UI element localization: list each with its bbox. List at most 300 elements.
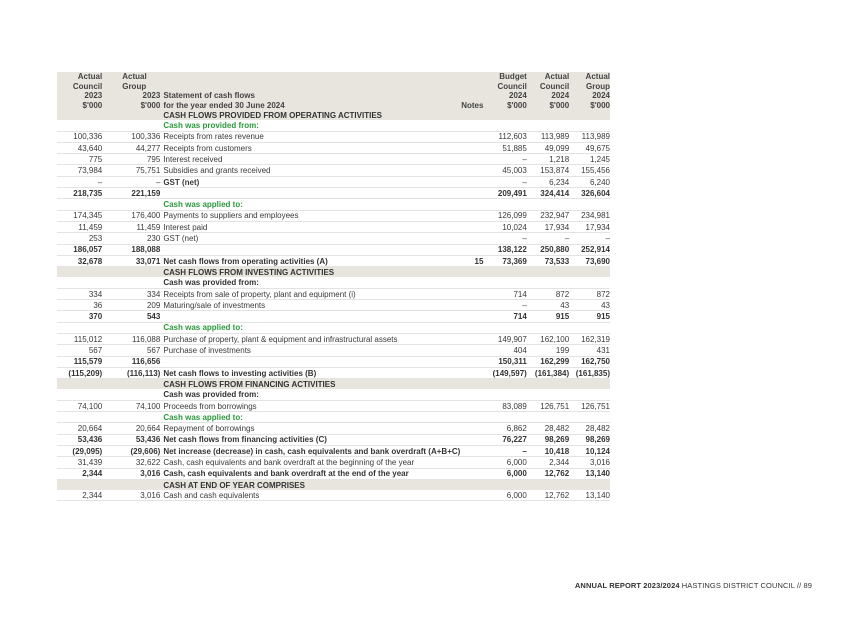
cell-actual-group-2023: 221,159 [102,188,160,199]
header-label: Council [539,81,570,91]
table-row [57,445,610,456]
cell-empty [569,277,610,288]
cell-empty [527,267,569,278]
statement-title: Statement of cash flows [163,91,255,100]
header-label: Budget [499,72,527,81]
cell-actual-council-2023: 2,344 [57,468,102,479]
section-header-row [57,267,610,278]
section-header-row [57,379,610,390]
cell-empty [460,379,483,390]
header-actual-council-2023 [57,72,102,110]
cell-budget-council-2024: 6,000 [483,490,526,501]
header-label: Actual [122,72,147,81]
header-label: $'000 [507,100,527,110]
table-row [57,400,610,411]
cell-empty [102,120,160,131]
cell-notes [460,221,483,232]
table-row [57,345,610,356]
table-row [57,154,610,165]
row-label: Net cash flows to investing activities (B) [160,367,460,378]
subheading-label: Cash was provided from: [160,120,460,131]
cell-actual-group-2024: 43 [569,300,610,311]
cell-actual-council-2024: 49,099 [527,142,569,153]
cell-actual-group-2023: 116,088 [102,333,160,344]
row-label: Cash, cash equivalents and bank overdraft at the end of the year [160,468,460,479]
cell-actual-council-2023: (115,209) [57,367,102,378]
cell-empty [460,110,483,120]
row-label: Net cash flows from operating activities (A) [160,255,460,266]
cell-notes [460,468,483,479]
cell-actual-group-2023: 3,016 [102,490,160,501]
cell-actual-group-2023: 209 [102,300,160,311]
cell-empty [483,120,526,131]
table-row [57,131,610,142]
cell-actual-council-2023: 53,436 [57,434,102,445]
cell-actual-group-2024: 162,319 [569,333,610,344]
cell-actual-council-2023: 36 [57,300,102,311]
cell-empty [569,199,610,210]
subheading-row [57,277,610,288]
row-label: Receipts from customers [160,142,460,153]
header-label: $'000 [82,100,103,110]
cell-empty [483,389,526,400]
subheading-row [57,412,610,423]
cell-empty [527,110,569,120]
cell-notes [460,188,483,199]
cell-actual-group-2023: 44,277 [102,142,160,153]
subheading-label: Cash was applied to: [160,199,460,210]
table-row [57,356,610,367]
table-row [57,423,610,434]
cell-actual-group-2023: 230 [102,233,160,244]
header-label: $'000 [590,100,610,110]
cell-actual-council-2023: 73,984 [57,165,102,176]
table-row [57,490,610,501]
subheading-label: Cash was provided from: [160,277,460,288]
cell-notes [460,131,483,142]
header-notes: Notes [460,72,483,110]
header-label: 2023 [84,91,103,100]
cell-actual-council-2024: 73,533 [527,255,569,266]
section-title: CASH AT END OF YEAR COMPRISES [160,479,460,490]
cell-actual-council-2024: 153,874 [527,165,569,176]
cell-actual-council-2024: 324,414 [527,188,569,199]
row-label: Cash, cash equivalents and bank overdraft at the beginning of the year [160,457,460,468]
row-label: GST (net) [160,176,460,187]
cell-actual-group-2023: 116,656 [102,356,160,367]
cell-empty [460,479,483,490]
header-statement-title [160,72,460,110]
cell-actual-council-2024: 915 [527,311,569,322]
section-title: CASH FLOWS PROVIDED FROM OPERATING ACTIVITIES [160,110,460,120]
table-row [57,233,610,244]
cell-empty [460,412,483,423]
row-label: Cash and cash equivalents [160,490,460,501]
cell-actual-group-2024: 13,140 [569,468,610,479]
cell-empty [102,479,160,490]
cell-budget-council-2024: 76,227 [483,434,526,445]
row-label [160,356,460,367]
cell-empty [569,267,610,278]
table-row [57,333,610,344]
cell-empty [57,389,102,400]
cell-notes [460,210,483,221]
cell-actual-group-2024: 234,981 [569,210,610,221]
section-title: CASH FLOWS FROM INVESTING ACTIVITIES [160,267,460,278]
cell-budget-council-2024: (149,597) [483,367,526,378]
cell-empty [102,110,160,120]
table-row [57,142,610,153]
cell-budget-council-2024: 45,003 [483,165,526,176]
cell-notes [460,288,483,299]
cell-actual-council-2023: 775 [57,154,102,165]
cell-actual-council-2024: 43 [527,300,569,311]
cell-empty [57,199,102,210]
table-row [57,210,610,221]
footer-report-title: ANNUAL REPORT 2023/2024 [574,581,680,590]
row-label: Interest paid [160,221,460,232]
cell-empty [57,379,102,390]
row-label: Purchase of investments [160,345,460,356]
cell-budget-council-2024: 714 [483,311,526,322]
table-header [57,72,610,110]
row-label [160,188,460,199]
cell-budget-council-2024: 404 [483,345,526,356]
cell-actual-group-2024: 126,751 [569,400,610,411]
header-label: Group [586,81,610,91]
cell-actual-group-2024: 13,140 [569,490,610,501]
subheading-row [57,389,610,400]
cell-actual-group-2023: (116,113) [102,367,160,378]
cell-actual-group-2024: 6,240 [569,176,610,187]
cell-budget-council-2024: – [483,300,526,311]
cell-budget-council-2024: 209,491 [483,188,526,199]
header-budget-council-2024 [483,72,526,110]
cell-empty [102,199,160,210]
cell-actual-group-2023: 176,400 [102,210,160,221]
statement-subtitle: for the year ended 30 June 2024 [163,100,285,110]
table-row [57,244,610,255]
cell-actual-group-2024: 915 [569,311,610,322]
cell-actual-group-2024: 252,914 [569,244,610,255]
row-label: Maturing/sale of investments [160,300,460,311]
footer-council-page: HASTINGS DISTRICT COUNCIL // 89 [679,581,812,590]
cell-empty [57,120,102,131]
cell-actual-council-2024: – [527,233,569,244]
cell-budget-council-2024: 138,122 [483,244,526,255]
cell-actual-council-2024: 6,234 [527,176,569,187]
cell-empty [483,267,526,278]
subheading-label: Cash was applied to: [160,412,460,423]
row-label: GST (net) [160,233,460,244]
cell-empty [569,120,610,131]
cell-actual-group-2023: 33,071 [102,255,160,266]
cell-budget-council-2024: 6,000 [483,468,526,479]
header-label: Actual [585,72,610,81]
subheading-row [57,120,610,131]
cell-actual-group-2023: 795 [102,154,160,165]
row-label: Receipts from rates revenue [160,131,460,142]
cell-actual-council-2023: 115,579 [57,356,102,367]
cell-empty [527,389,569,400]
cell-actual-group-2024: 155,456 [569,165,610,176]
header-actual-group-2024 [569,72,610,110]
cell-notes [460,244,483,255]
cell-empty [527,120,569,131]
cell-actual-group-2024: 49,675 [569,142,610,153]
cell-actual-council-2024: (161,384) [527,367,569,378]
cell-empty [483,379,526,390]
cell-budget-council-2024: – [483,445,526,456]
table-row [57,288,610,299]
table-row [57,255,610,266]
cell-empty [57,412,102,423]
header-actual-council-2024 [527,72,569,110]
cell-actual-council-2023: 31,439 [57,457,102,468]
cell-actual-council-2024: 126,751 [527,400,569,411]
cell-empty [569,110,610,120]
cell-notes [460,434,483,445]
cell-empty [102,412,160,423]
cell-empty [569,479,610,490]
header-label: Actual [77,72,103,81]
cell-empty [460,389,483,400]
cell-actual-group-2024: 17,934 [569,221,610,232]
cell-empty [483,322,526,333]
cell-actual-council-2024: 250,880 [527,244,569,255]
cell-actual-council-2024: 2,344 [527,457,569,468]
page-footer [575,581,812,590]
cell-notes: 15 [460,255,483,266]
table-row [57,367,610,378]
cell-actual-council-2024: 10,418 [527,445,569,456]
row-label: Subsidies and grants received [160,165,460,176]
row-label: Purchase of property, plant & equipment and infrastructural assets [160,333,460,344]
cell-actual-group-2024: 431 [569,345,610,356]
cell-actual-council-2023: – [57,176,102,187]
cell-budget-council-2024: – [483,233,526,244]
cell-budget-council-2024: 83,089 [483,400,526,411]
subheading-row [57,322,610,333]
cell-actual-group-2023: 100,336 [102,131,160,142]
cell-notes [460,154,483,165]
header-label: Council [72,81,103,91]
header-actual-group-2023 [102,72,160,110]
subheading-label: Cash was applied to: [160,322,460,333]
table-row [57,434,610,445]
cell-notes [460,345,483,356]
cell-actual-group-2023: 188,088 [102,244,160,255]
cell-actual-council-2024: 17,934 [527,221,569,232]
cell-empty [527,412,569,423]
cell-actual-group-2024: 1,245 [569,154,610,165]
cell-actual-council-2024: 12,762 [527,490,569,501]
cell-actual-council-2023: 115,012 [57,333,102,344]
table-row [57,165,610,176]
cell-empty [483,110,526,120]
cell-actual-group-2024: 872 [569,288,610,299]
cell-actual-council-2023: 20,664 [57,423,102,434]
cell-budget-council-2024: 10,024 [483,221,526,232]
cell-actual-group-2023: 53,436 [102,434,160,445]
cell-empty [569,389,610,400]
cell-actual-council-2023: 2,344 [57,490,102,501]
cell-empty [569,412,610,423]
cell-notes [460,142,483,153]
cell-actual-council-2024: 98,269 [527,434,569,445]
cell-empty [102,267,160,278]
table-row [57,221,610,232]
section-header-row [57,110,610,120]
cell-actual-group-2024: 326,604 [569,188,610,199]
cell-actual-group-2023: 32,622 [102,457,160,468]
cell-empty [569,379,610,390]
cell-actual-group-2023: 20,664 [102,423,160,434]
cell-actual-group-2023: – [102,176,160,187]
table-row [57,300,610,311]
cell-actual-group-2024: (161,835) [569,367,610,378]
cell-actual-group-2023: (29,606) [102,445,160,456]
cell-actual-group-2024: 113,989 [569,131,610,142]
subheading-row [57,199,610,210]
cell-actual-council-2024: 1,218 [527,154,569,165]
cell-empty [483,479,526,490]
cell-empty [102,277,160,288]
cell-budget-council-2024: 112,603 [483,131,526,142]
section-title: CASH FLOWS FROM FINANCING ACTIVITIES [160,379,460,390]
header-label: 2024 [592,91,610,100]
cell-empty [527,277,569,288]
row-label: Net cash flows from financing activities (C) [160,434,460,445]
row-label: Payments to suppliers and employees [160,210,460,221]
cell-actual-council-2024: 28,482 [527,423,569,434]
cell-empty [460,120,483,131]
cell-notes [460,311,483,322]
cell-actual-council-2024: 162,299 [527,356,569,367]
row-label: Proceeds from borrowings [160,400,460,411]
cell-actual-group-2023: 11,459 [102,221,160,232]
cell-actual-group-2024: 162,750 [569,356,610,367]
cell-empty [460,199,483,210]
cell-budget-council-2024: 714 [483,288,526,299]
cell-actual-council-2023: 218,735 [57,188,102,199]
cell-empty [527,199,569,210]
cell-empty [102,379,160,390]
cell-actual-group-2024: 10,124 [569,445,610,456]
cell-actual-council-2024: 113,989 [527,131,569,142]
cell-budget-council-2024: 6,862 [483,423,526,434]
cell-budget-council-2024: 6,000 [483,457,526,468]
table-row [57,176,610,187]
cell-empty [57,267,102,278]
cell-notes [460,300,483,311]
table-row [57,457,610,468]
cell-empty [460,322,483,333]
cell-actual-council-2023: 100,336 [57,131,102,142]
cell-actual-council-2023: 334 [57,288,102,299]
table-row [57,188,610,199]
cell-actual-council-2023: 11,459 [57,221,102,232]
cell-actual-group-2023: 3,016 [102,468,160,479]
cell-actual-group-2024: 3,016 [569,457,610,468]
cell-actual-group-2024: 73,690 [569,255,610,266]
cell-actual-group-2024: – [569,233,610,244]
cell-notes [460,333,483,344]
cell-notes [460,400,483,411]
cell-actual-group-2023: 74,100 [102,400,160,411]
cell-actual-group-2023: 567 [102,345,160,356]
cell-actual-council-2023: 567 [57,345,102,356]
header-label: 2024 [509,91,527,100]
cell-empty [102,322,160,333]
cell-actual-council-2024: 12,762 [527,468,569,479]
header-label: 2024 [551,91,570,100]
cell-budget-council-2024: – [483,176,526,187]
cell-actual-council-2024: 162,100 [527,333,569,344]
row-label: Repayment of borrowings [160,423,460,434]
row-label [160,311,460,322]
section-header-row [57,479,610,490]
cash-flow-statement-table [57,72,610,501]
subheading-label: Cash was provided from: [160,389,460,400]
cell-actual-council-2023: 32,678 [57,255,102,266]
header-label: Group [122,81,147,91]
cell-empty [483,277,526,288]
cell-empty [460,277,483,288]
cell-notes [460,457,483,468]
cell-actual-group-2023: 334 [102,288,160,299]
cell-budget-council-2024: 126,099 [483,210,526,221]
header-label: Actual [544,72,570,81]
cell-empty [57,479,102,490]
cell-notes [460,367,483,378]
cell-actual-council-2023: (29,095) [57,445,102,456]
cell-actual-council-2024: 232,947 [527,210,569,221]
cell-empty [483,199,526,210]
row-label: Receipts from sale of property, plant and equipment (i) [160,288,460,299]
cell-notes [460,445,483,456]
cell-empty [527,479,569,490]
cell-budget-council-2024: – [483,154,526,165]
cell-notes [460,233,483,244]
cell-actual-council-2023: 186,057 [57,244,102,255]
cell-empty [102,389,160,400]
cell-notes [460,423,483,434]
cell-notes [460,165,483,176]
header-label: $'000 [549,100,570,110]
cell-empty [527,379,569,390]
row-label [160,244,460,255]
cell-budget-council-2024: 150,311 [483,356,526,367]
table-row [57,311,610,322]
cell-empty [57,322,102,333]
cell-actual-group-2023: 543 [102,311,160,322]
cell-empty [460,267,483,278]
row-label: Interest received [160,154,460,165]
cell-notes [460,176,483,187]
table-row [57,468,610,479]
cell-empty [569,322,610,333]
cell-empty [57,110,102,120]
cell-empty [57,277,102,288]
cell-budget-council-2024: 73,369 [483,255,526,266]
cell-actual-group-2023: 75,751 [102,165,160,176]
table-body [57,110,610,501]
header-label: Council [497,81,527,91]
cell-empty [483,412,526,423]
cell-notes [460,356,483,367]
cell-actual-group-2024: 28,482 [569,423,610,434]
